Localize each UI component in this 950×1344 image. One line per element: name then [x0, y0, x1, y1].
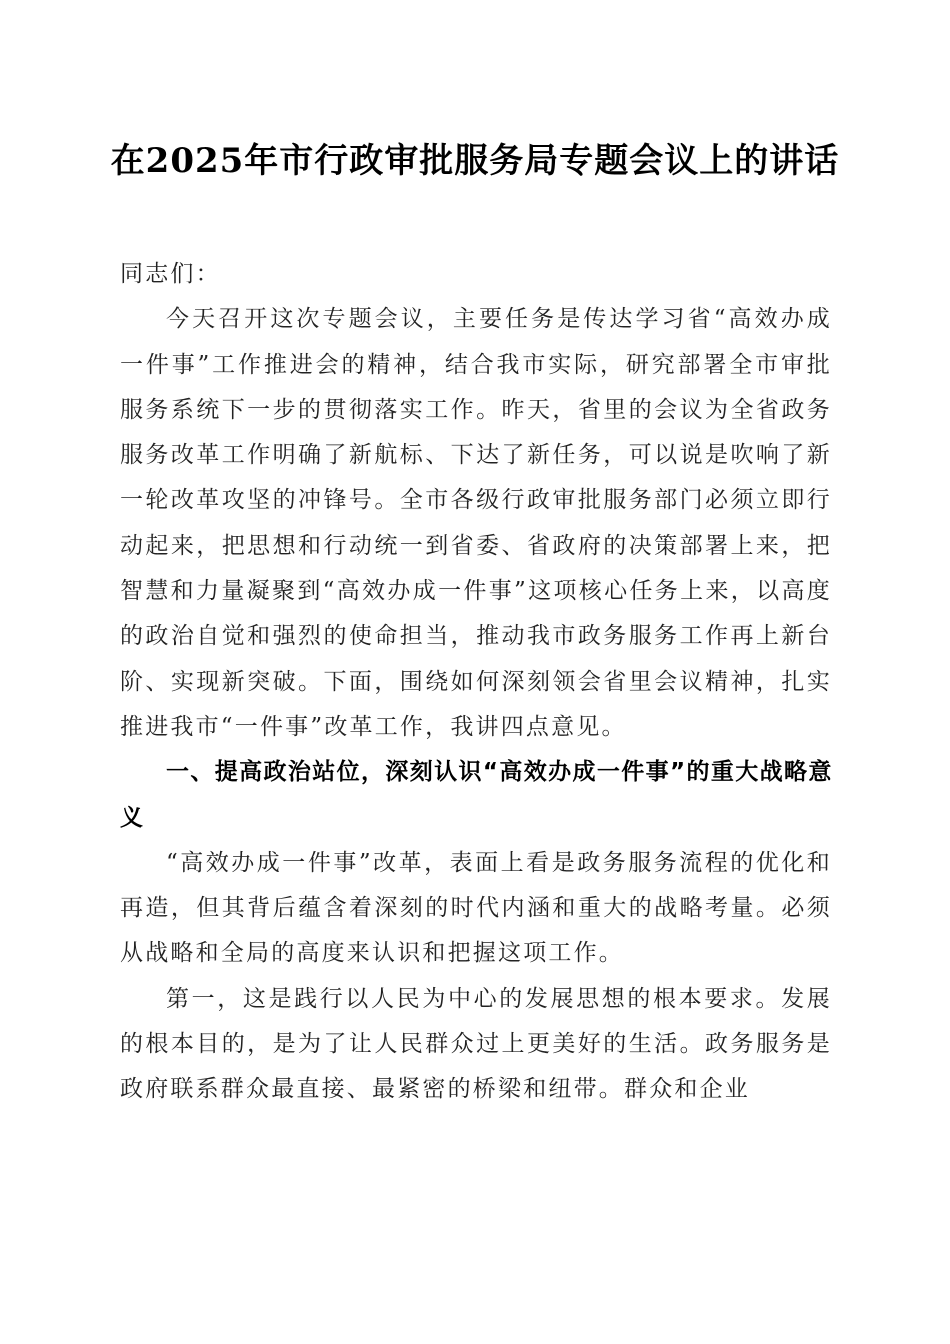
document-title: 在2025年市行政审批服务局专题会议上的讲话	[110, 141, 840, 181]
document-body	[120, 252, 832, 1113]
salutation: 同志们：	[120, 261, 221, 287]
section-paragraph: “高效办成一件事”改革，表面上看是政务服务流程的优化和再造，但其背后蕴含着深刻的时代内涵和重大的战略考量。必须从战略和全局的高度来认识和把握这项工作。	[120, 849, 832, 967]
opening-paragraph: 今天召开这次专题会议，主要任务是传达学习省“高效办成一件事”工作推进会的精神，结合我市实际，研究部署全市审批服务系统下一步的贯彻落实工作。昨天，省里的会议为全省政务服务改革工作明确了新航标、下达了新任务，可以说是吹响了新一轮改革攻坚的冲锋号。全市各级行政审批服务部门必须立即行动起来，把思想和行动统一到省委、省政府的决策部署上来，把智慧和力量凝聚到“高效办成一件事”这项核心任务上来，以高度的政治自觉和强烈的使命担当，推动我市政务服务工作再上新台阶、实现新突破。下面，围绕如何深刻领会省里会议精神，扎实推进我市“一件事”改革工作，我讲四点意见。	[120, 306, 832, 740]
section-paragraph: 第一，这是践行以人民为中心的发展思想的根本要求。发展的根本目的，是为了让人民群众过上更美好的生活。政务服务是政府联系群众最直接、最紧密的桥梁和纽带。群众和企业	[120, 985, 832, 1103]
section-heading: 一、提高政治站位，深刻认识“高效办成一件事”的重大战略意义	[120, 759, 832, 831]
